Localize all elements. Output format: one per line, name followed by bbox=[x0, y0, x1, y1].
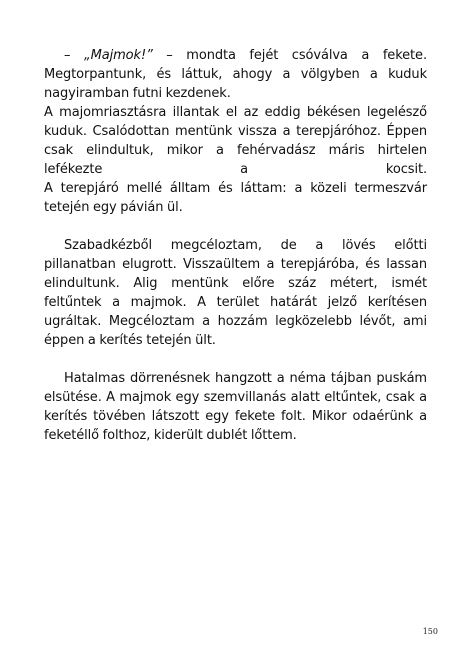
text-line: pillanatban elugrott. Visszaültem a terepjáróba, és lassan bbox=[44, 257, 427, 272]
paragraph bbox=[44, 46, 427, 103]
text-line: Megtorpantunk, és láttuk, ahogy a völgyben a kuduk bbox=[44, 67, 427, 82]
text-line: kuduk. Csalódottan mentünk vissza a terepjáróhoz. Éppen bbox=[44, 124, 427, 139]
paragraph bbox=[44, 179, 427, 217]
text-line: Szabadkézből megcéloztam, de a lövés előtti bbox=[64, 238, 427, 253]
text-line: feketéllő folthoz, kiderült dublét lőttem. bbox=[44, 428, 297, 443]
text-line: feltűntek a majmok. A terület határát jelző kerítésen bbox=[44, 295, 427, 310]
text-line: A terepjáró mellé álltam és láttam: a közeli termeszvár bbox=[44, 181, 427, 196]
paragraph-gap bbox=[44, 217, 427, 236]
text-line: elindultunk. Alig mentünk előre száz métert, ismét bbox=[44, 276, 427, 291]
text-line: kerítés tövében látszott egy fekete folt. Mikor odaérünk a bbox=[44, 409, 427, 424]
quoted-word: „Majmok!” bbox=[83, 48, 153, 63]
page-number: 150 bbox=[422, 627, 438, 636]
text-line: tetején egy pávián ül. bbox=[44, 200, 183, 215]
text-line: csak elindultuk, mikor a fehérvadász máris hirtelen bbox=[44, 143, 427, 158]
text-line: elsütése. A majmok egy szemvillanás alatt eltűntek, csak a bbox=[44, 390, 427, 405]
text-line: – „Majmok!” – mondta fejét csóválva a fekete. bbox=[64, 48, 427, 63]
paragraph bbox=[44, 103, 427, 179]
text-line: A majomriasztásra illantak el az eddig békésen legelésző bbox=[44, 105, 427, 120]
text-line: ugráltak. Megcéloztam a hozzám legközelebb lévőt, ami bbox=[44, 314, 427, 329]
text-line: nagyiramban futni kezdenek. bbox=[44, 86, 231, 101]
text-line: Hatalmas dörrenésnek hangzott a néma tájban puskám bbox=[64, 371, 427, 386]
paragraph bbox=[44, 369, 427, 445]
text-line: éppen a kerítés tetején ült. bbox=[44, 333, 216, 348]
paragraph-gap bbox=[44, 350, 427, 369]
document-page bbox=[44, 46, 427, 445]
paragraph bbox=[44, 236, 427, 350]
text-line: lefékezte a kocsit. bbox=[44, 162, 427, 177]
